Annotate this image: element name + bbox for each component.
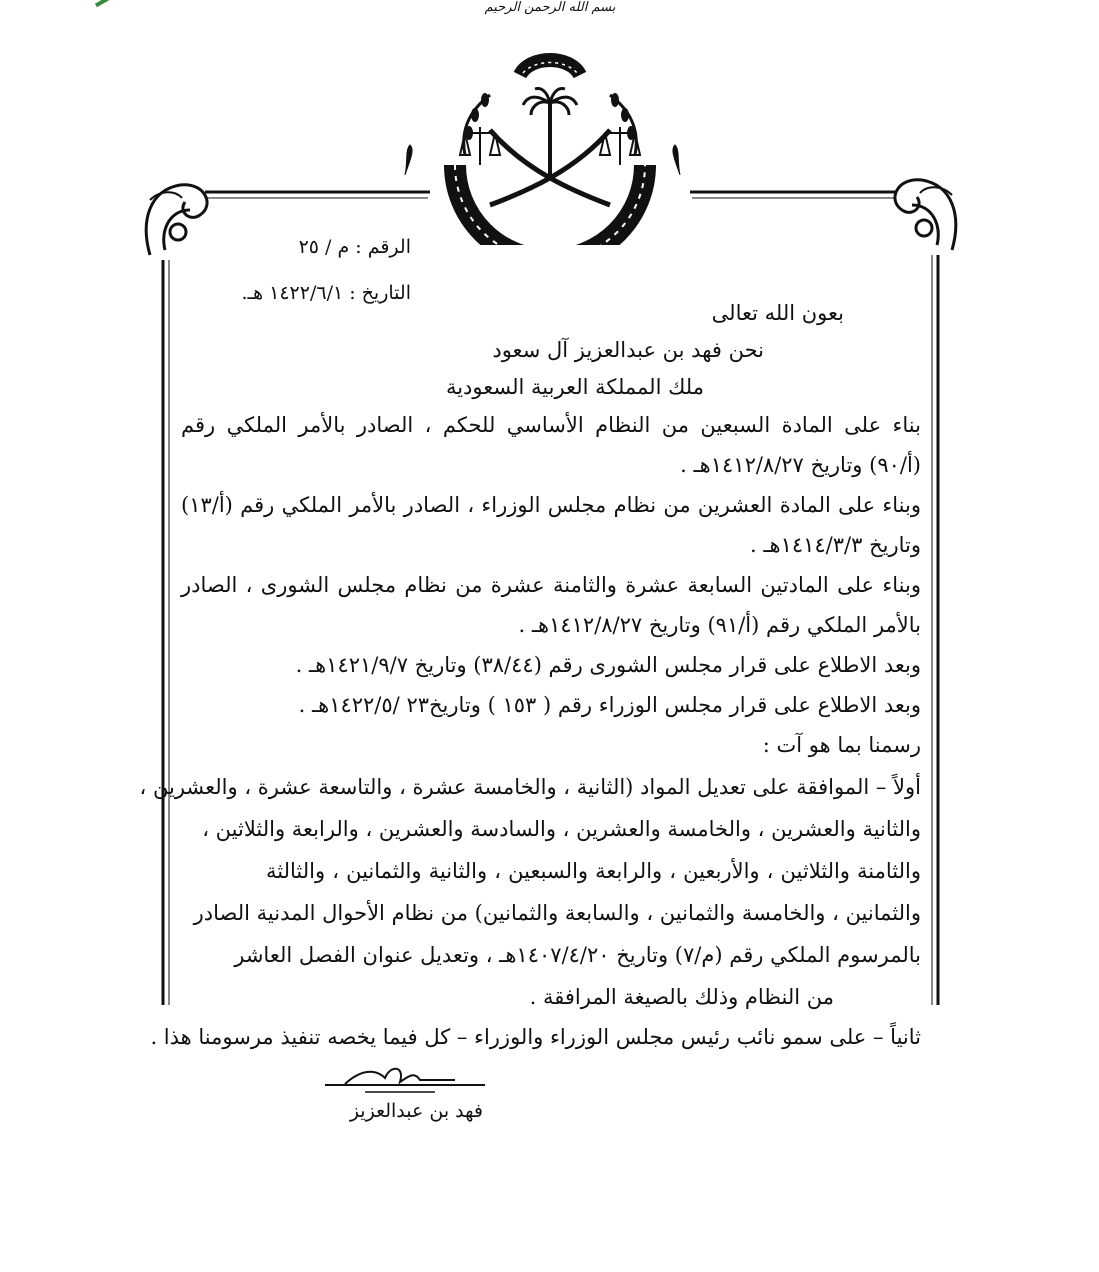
preamble-line-6: بالأمر الملكي رقم (أ/٩١) وتاريخ ١٤١٢/٨/٢٧هـ . — [518, 613, 921, 637]
opening-invocation: بعون الله تعالى — [711, 301, 844, 325]
article-first-line-1: أولاً – الموافقة على تعديل المواد (الثانية ، والخامسة عشرة ، والتاسعة عشرة ، والعشرين ، — [139, 775, 921, 799]
preamble-line-8: وبعد الاطلاع على قرار مجلس الوزراء رقم ( ١٥٣ ) وتاريخ٢٣ /١٤٢٢/٥هـ . — [298, 693, 921, 717]
reference-number: الرقم : م / ٢٥ — [298, 236, 411, 258]
signature-scribble — [305, 1060, 505, 1100]
preamble-line-5: وبناء على المادتين السابعة عشرة والثامنة عشرة من نظام مجلس الشورى ، الصادر — [181, 573, 921, 597]
article-first-line-6: من النظام وذلك بالصيغة المرافقة . — [529, 985, 834, 1009]
corner-ornament-top-right — [895, 180, 956, 250]
king-name-line: نحن فهد بن عبدالعزيز آل سعود — [492, 338, 764, 362]
decree-heading: رسمنا بما هو آت : — [762, 733, 921, 757]
article-second-line: ثانياً – على سمو نائب رئيس مجلس الوزراء والوزراء – كل فيما يخصه تنفيذ مرسومنا هذا . — [150, 1025, 921, 1049]
king-title-line: ملك المملكة العربية السعودية — [445, 375, 704, 399]
kingdom-emblem — [435, 35, 665, 245]
basmala: بسم الله الرحمن الرحيم — [484, 0, 616, 15]
corner-ornament-top-left — [146, 185, 207, 255]
signatory-name: فهد بن عبدالعزيز — [349, 1100, 483, 1122]
article-first-line-2: والثانية والعشرين ، والخامسة والعشرين ، والسادسة والعشرين ، والرابعة والثلاثين ، — [202, 817, 921, 841]
article-first-line-4: والثمانين ، والخامسة والثمانين ، والسابعة والثمانين) من نظام الأحوال المدنية الصادر — [193, 901, 921, 925]
preamble-line-1: بناء على المادة السبعين من النظام الأساسي للحكم ، الصادر بالأمر الملكي رقم — [181, 413, 921, 437]
flourish-left — [405, 145, 412, 175]
article-first-line-5: بالمرسوم الملكي رقم (م/٧) وتاريخ ١٤٠٧/٤/٢٠هـ ، وتعديل عنوان الفصل العاشر — [234, 943, 921, 967]
article-first-line-3: والثامنة والثلاثين ، والأربعين ، والرابعة والسبعين ، والثانية والثمانين ، والثالثة — [266, 859, 921, 883]
preamble-line-3: وبناء على المادة العشرين من نظام مجلس الوزراء ، الصادر بالأمر الملكي رقم (أ/١٣) — [181, 493, 921, 517]
preamble-line-7: وبعد الاطلاع على قرار مجلس الشورى رقم (٣٨/٤٤) وتاريخ ١٤٢١/٩/٧هـ . — [295, 653, 921, 677]
preamble-line-2: (أ/٩٠) وتاريخ ١٤١٢/٨/٢٧هـ . — [680, 453, 921, 477]
reference-date: التاريخ : ١٤٢٢/٦/١ هـ. — [241, 282, 411, 304]
flourish-right — [673, 145, 680, 175]
preamble-line-4: وتاريخ ١٤١٤/٣/٣هـ . — [749, 533, 921, 557]
